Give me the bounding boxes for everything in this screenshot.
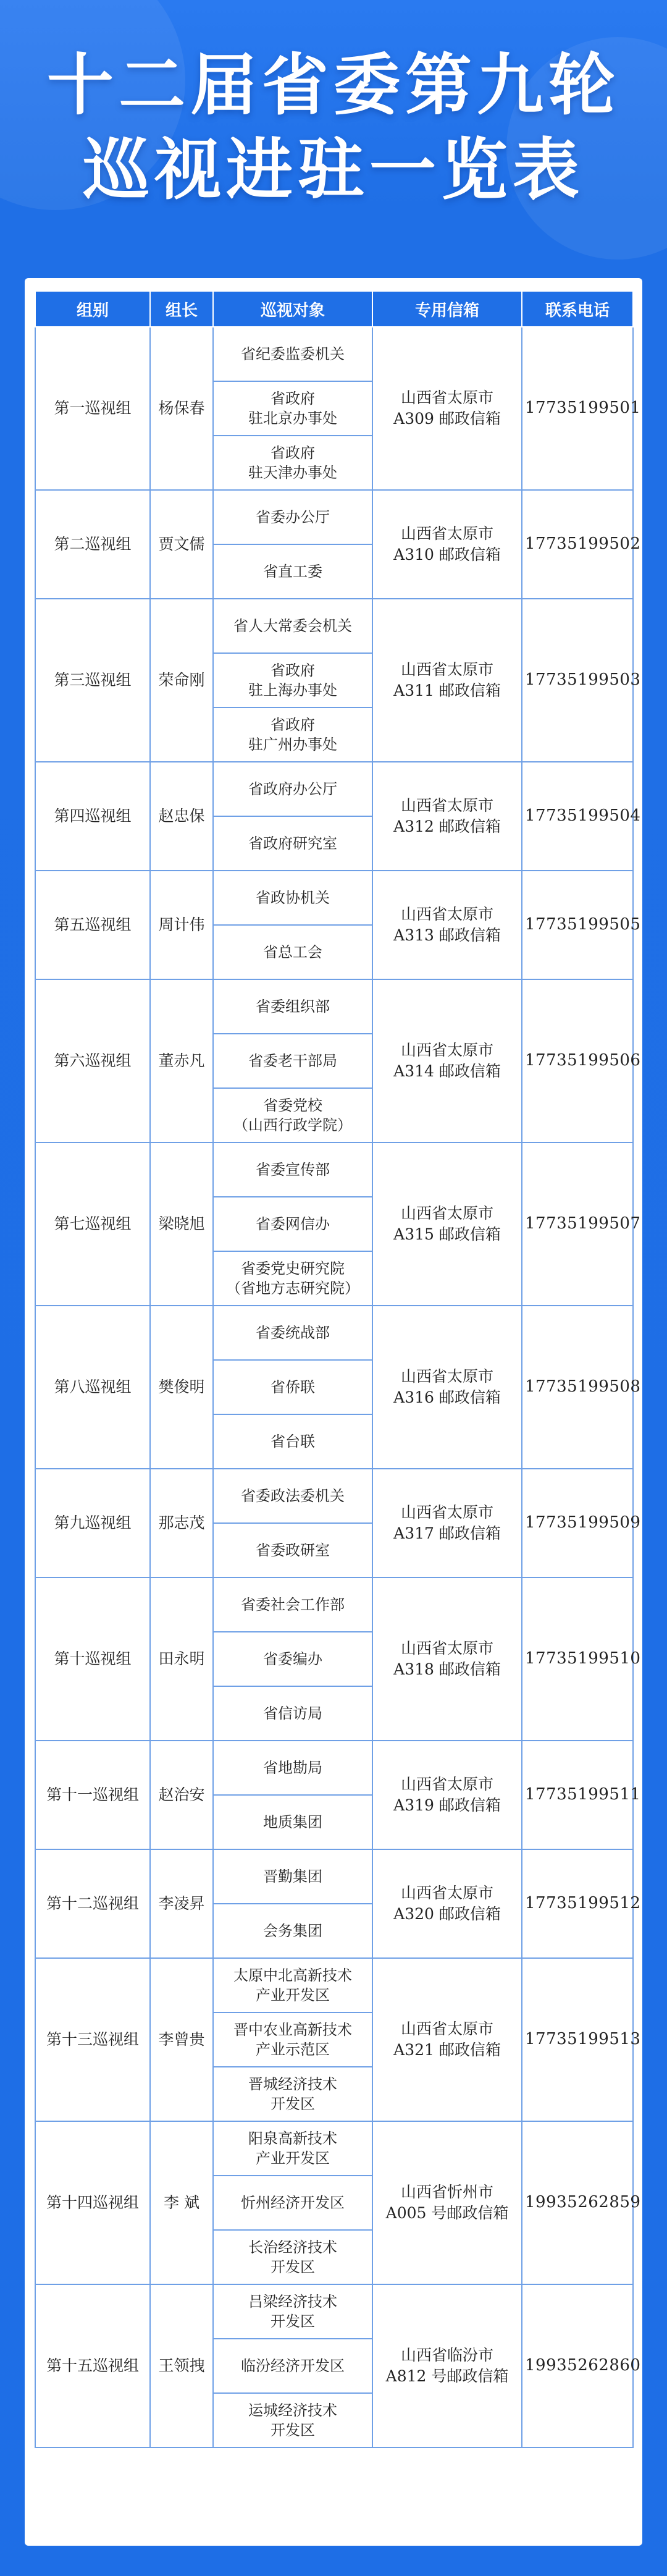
header-target: 巡视对象 <box>213 291 372 327</box>
header <box>0 0 667 266</box>
table-row <box>35 2284 633 2339</box>
table-row <box>35 599 633 653</box>
group-cell: 第十巡视组 <box>35 1577 150 1741</box>
target-cell: 省政府 驻广州办事处 <box>213 707 372 762</box>
target-cell: 省委网信办 <box>213 1197 372 1251</box>
target-cell: 地质集团 <box>213 1795 372 1849</box>
table-row <box>35 1741 633 1795</box>
target-cell: 忻州经济开发区 <box>213 2176 372 2230</box>
mailbox-cell: 山西省太原市 A309 邮政信箱 <box>372 327 522 490</box>
group-cell: 第八巡视组 <box>35 1306 150 1469</box>
target-cell: 晋中农业高新技术 产业示范区 <box>213 2012 372 2067</box>
group-cell: 第二巡视组 <box>35 490 150 599</box>
mailbox-cell: 山西省太原市 A313 邮政信箱 <box>372 871 522 979</box>
target-cell: 省纪委监委机关 <box>213 327 372 381</box>
page-title-line2: 巡视进驻一览表 <box>82 131 584 209</box>
leader-cell: 田永明 <box>150 1577 213 1741</box>
leader-cell: 赵治安 <box>150 1741 213 1849</box>
mailbox-cell: 山西省临汾市 A812 号邮政信箱 <box>372 2284 522 2447</box>
target-cell: 省政府研究室 <box>213 816 372 871</box>
leader-cell: 贾文儒 <box>150 490 213 599</box>
table-row <box>35 1849 633 1904</box>
header-leader: 组长 <box>150 291 213 327</box>
phone-cell: 17735199505 <box>522 871 633 979</box>
mailbox-cell: 山西省太原市 A314 邮政信箱 <box>372 979 522 1142</box>
leader-cell: 荣命刚 <box>150 599 213 762</box>
mailbox-cell: 山西省太原市 A320 邮政信箱 <box>372 1849 522 1958</box>
target-cell: 省政府办公厅 <box>213 762 372 816</box>
phone-cell: 19935262859 <box>522 2121 633 2284</box>
leader-cell: 杨保春 <box>150 327 213 490</box>
group-cell: 第十一巡视组 <box>35 1741 150 1849</box>
target-cell: 省委宣传部 <box>213 1142 372 1197</box>
table-row <box>35 1958 633 2012</box>
mailbox-cell: 山西省太原市 A319 邮政信箱 <box>372 1741 522 1849</box>
table-row <box>35 2121 633 2176</box>
group-cell: 第十二巡视组 <box>35 1849 150 1958</box>
group-cell: 第十五巡视组 <box>35 2284 150 2447</box>
target-cell: 省委统战部 <box>213 1306 372 1360</box>
mailbox-cell: 山西省忻州市 A005 号邮政信箱 <box>372 2121 522 2284</box>
mailbox-cell: 山西省太原市 A317 邮政信箱 <box>372 1469 522 1577</box>
mailbox-cell: 山西省太原市 A312 邮政信箱 <box>372 762 522 871</box>
target-cell: 省委党校 （山西行政学院） <box>213 1088 372 1142</box>
table-body <box>35 327 641 2447</box>
mailbox-cell: 山西省太原市 A318 邮政信箱 <box>372 1577 522 1741</box>
phone-cell: 17735199508 <box>522 1306 633 1469</box>
table-row <box>35 327 633 381</box>
target-cell: 会务集团 <box>213 1904 372 1958</box>
leader-cell: 李曾贵 <box>150 1958 213 2121</box>
target-cell: 省委社会工作部 <box>213 1577 372 1632</box>
target-cell: 省信访局 <box>213 1686 372 1741</box>
group-cell: 第一巡视组 <box>35 327 150 490</box>
phone-cell: 17735199511 <box>522 1741 633 1849</box>
target-cell: 省总工会 <box>213 925 372 979</box>
mailbox-cell: 山西省太原市 A311 邮政信箱 <box>372 599 522 762</box>
target-cell: 吕梁经济技术 开发区 <box>213 2284 372 2339</box>
header-mailbox: 专用信箱 <box>372 291 522 327</box>
mailbox-cell: 山西省太原市 A316 邮政信箱 <box>372 1306 522 1469</box>
target-cell: 省委政研室 <box>213 1523 372 1577</box>
target-cell: 省政府 驻上海办事处 <box>213 653 372 707</box>
target-cell: 省委办公厅 <box>213 490 372 544</box>
table-row <box>35 1142 633 1197</box>
phone-cell: 17735199510 <box>522 1577 633 1741</box>
leader-cell: 李 斌 <box>150 2121 213 2284</box>
target-cell: 省政府 驻北京办事处 <box>213 381 372 436</box>
target-cell: 省委编办 <box>213 1632 372 1686</box>
mailbox-cell: 山西省太原市 A321 邮政信箱 <box>372 1958 522 2121</box>
mailbox-cell: 山西省太原市 A310 邮政信箱 <box>372 490 522 599</box>
phone-cell: 17735199501 <box>522 327 633 490</box>
leader-cell: 董赤凡 <box>150 979 213 1142</box>
target-cell: 省人大常委会机关 <box>213 599 372 653</box>
group-cell: 第十三巡视组 <box>35 1958 150 2121</box>
table-row <box>35 762 633 816</box>
table-row <box>35 490 633 544</box>
target-cell: 省委组织部 <box>213 979 372 1034</box>
phone-cell: 17735199502 <box>522 490 633 599</box>
table-row <box>35 1306 633 1360</box>
target-cell: 晋勤集团 <box>213 1849 372 1904</box>
table-row <box>35 979 633 1034</box>
table-row <box>35 1577 633 1632</box>
phone-cell: 17735199512 <box>522 1849 633 1958</box>
target-cell: 省地勘局 <box>213 1741 372 1795</box>
target-cell: 省政协机关 <box>213 871 372 925</box>
target-cell: 晋城经济技术 开发区 <box>213 2067 372 2121</box>
leader-cell: 赵忠保 <box>150 762 213 871</box>
leader-cell: 王领拽 <box>150 2284 213 2447</box>
header-group: 组别 <box>35 291 150 327</box>
phone-cell: 19935262860 <box>522 2284 633 2447</box>
group-cell: 第三巡视组 <box>35 599 150 762</box>
group-cell: 第五巡视组 <box>35 871 150 979</box>
mailbox-cell: 山西省太原市 A315 邮政信箱 <box>372 1142 522 1306</box>
group-cell: 第九巡视组 <box>35 1469 150 1577</box>
target-cell: 省委党史研究院 （省地方志研究院） <box>213 1251 372 1306</box>
inspection-table <box>35 290 641 2448</box>
target-cell: 省政府 驻天津办事处 <box>213 436 372 490</box>
target-cell: 临汾经济开发区 <box>213 2339 372 2393</box>
target-cell: 省委老干部局 <box>213 1034 372 1088</box>
table-card <box>25 278 642 2546</box>
leader-cell: 那志茂 <box>150 1469 213 1577</box>
phone-cell: 17735199509 <box>522 1469 633 1577</box>
target-cell: 省直工委 <box>213 544 372 599</box>
group-cell: 第七巡视组 <box>35 1142 150 1306</box>
leader-cell: 樊俊明 <box>150 1306 213 1469</box>
group-cell: 第六巡视组 <box>35 979 150 1142</box>
target-cell: 省台联 <box>213 1414 372 1469</box>
target-cell: 省侨联 <box>213 1360 372 1414</box>
target-cell: 运城经济技术 开发区 <box>213 2393 372 2447</box>
table-row <box>35 871 633 925</box>
leader-cell: 周计伟 <box>150 871 213 979</box>
phone-cell: 17735199504 <box>522 762 633 871</box>
group-cell: 第十四巡视组 <box>35 2121 150 2284</box>
page-title-line1: 十二届省委第九轮 <box>46 47 620 124</box>
group-cell: 第四巡视组 <box>35 762 150 871</box>
phone-cell: 17735199513 <box>522 1958 633 2121</box>
table-row <box>35 1469 633 1523</box>
header-phone: 联系电话 <box>522 291 633 327</box>
phone-cell: 17735199503 <box>522 599 633 762</box>
leader-cell: 梁晓旭 <box>150 1142 213 1306</box>
target-cell: 太原中北高新技术 产业开发区 <box>213 1958 372 2012</box>
target-cell: 阳泉高新技术 产业开发区 <box>213 2121 372 2176</box>
phone-cell: 17735199507 <box>522 1142 633 1306</box>
phone-cell: 17735199506 <box>522 979 633 1142</box>
leader-cell: 李凌昇 <box>150 1849 213 1958</box>
target-cell: 长治经济技术 开发区 <box>213 2230 372 2284</box>
table-header-row <box>35 291 633 327</box>
target-cell: 省委政法委机关 <box>213 1469 372 1523</box>
